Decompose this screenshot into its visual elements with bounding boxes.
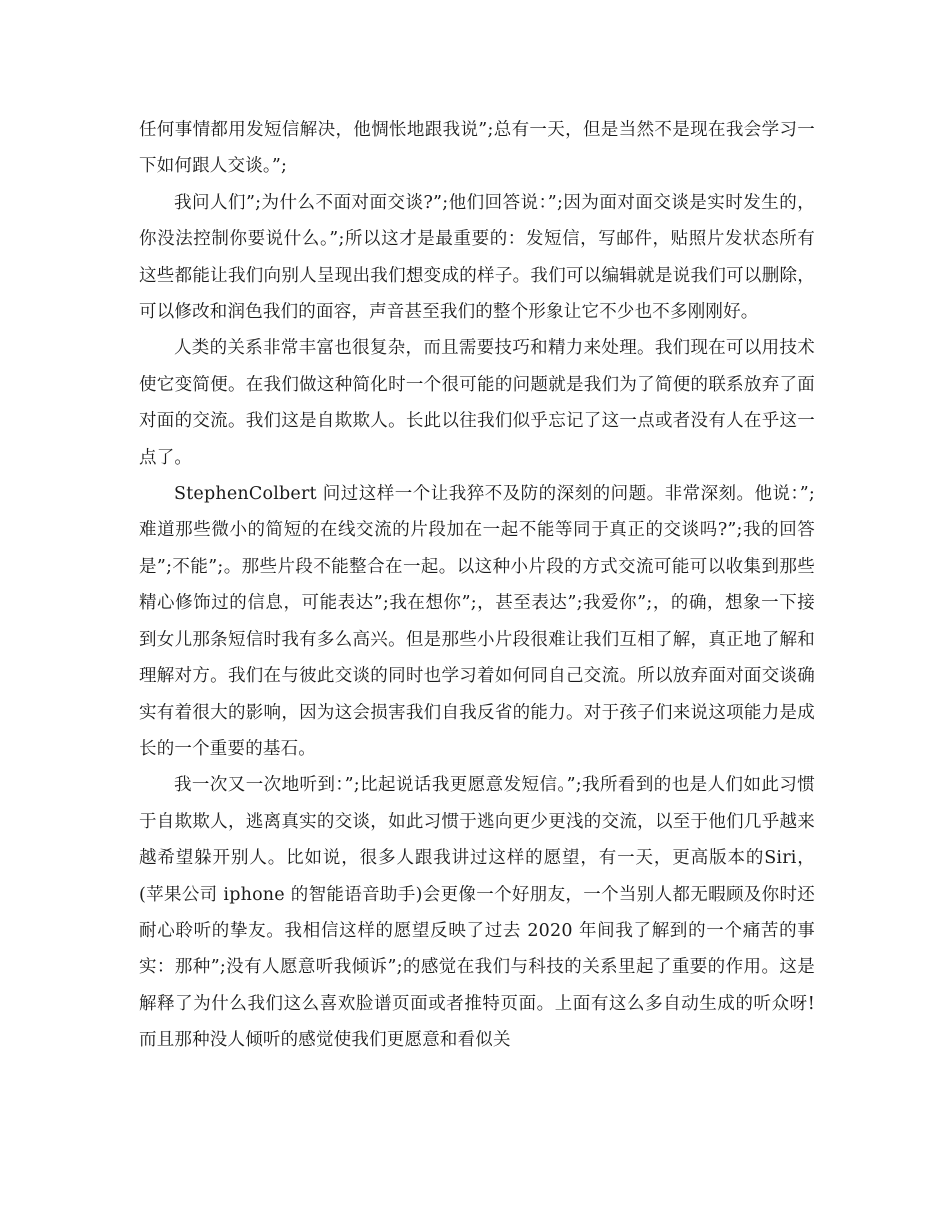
paragraph-3: 人类的关系非常丰富也很复杂，而且需要技巧和精力来处理。我们现在可以用技术使它变简便。在我们做这种简化时一个很可能的问题就是我们为了简便的联系放弃了面对面的交流。我们这是自欺欺人。长此以往我们似乎忘记了这一点或者没有人在乎这一点了。 — [139, 338, 815, 468]
paragraph-2: 我问人们”;为什么不面对面交谈?”;他们回答说：”;因为面对面交谈是实时发生的，你没法控制你要说什么。”;所以这才是最重要的：发短信，写邮件，贴照片发状态所有这些都能让我们向别人呈现出我们想变成的样子。我们可以编辑就是说我们可以删除，可以修改和润色我们的面容，声音甚至我们的整个形象让它不少也不多刚刚好。 — [139, 192, 815, 323]
paragraph-5: 我一次又一次地听到：”;比起说话我更愿意发短信。”;我所看到的也是人们如此习惯于自欺欺人，逃离真实的交谈，如此习惯于逃向更少更浅的交流，以至于他们几乎越来越希望躲开别人。比如说，很多人跟我讲过这样的愿望，有一天，更高版本的Siri，(苹果公司 iphone 的智能语音助手)会更像一个好朋友，一个当别人都无暇顾及你时还耐心聆听的挚友。我相信这样的愿望反映了过去 2020 年间我了解到的一个痛苦的事实：那种”;没有人愿意听我倾诉”;的感觉在我们与科技的关系里起了重要的作用。这是解释了为什么我们这么喜欢脸谱页面或者推特页面。上面有这么多自动生成的听众呀!而且那种没人倾听的感觉使我们更愿意和看似关 — [139, 775, 815, 1051]
body-text — [139, 112, 815, 1059]
paragraph-1: 任何事情都用发短信解决，他惆怅地跟我说”;总有一天，但是当然不是现在我会学习一下如何跟人交谈。”; — [139, 120, 815, 177]
paragraph-4: StephenColbert 问过这样一个让我猝不及防的深刻的问题。非常深刻。他说：”;难道那些微小的简短的在线交流的片段加在一起不能等同于真正的交谈吗?”;我的回答是”;不能”;。那些片段不能整合在一起。以这种小片段的方式交流可能可以收集到那些精心修饰过的信息，可能表达”;我在想你”;，甚至表达”;我爱你”;，的确，想象一下接到女儿那条短信时我有多么高兴。但是那些小片段很难让我们互相了解，真正地了解和理解对方。我们在与彼此交谈的同时也学习着如何同自己交流。所以放弃面对面交谈确实有着很大的影响，因为这会损害我们自我反省的能力。对于孩子们来说这项能力是成长的一个重要的基石。 — [139, 484, 815, 759]
